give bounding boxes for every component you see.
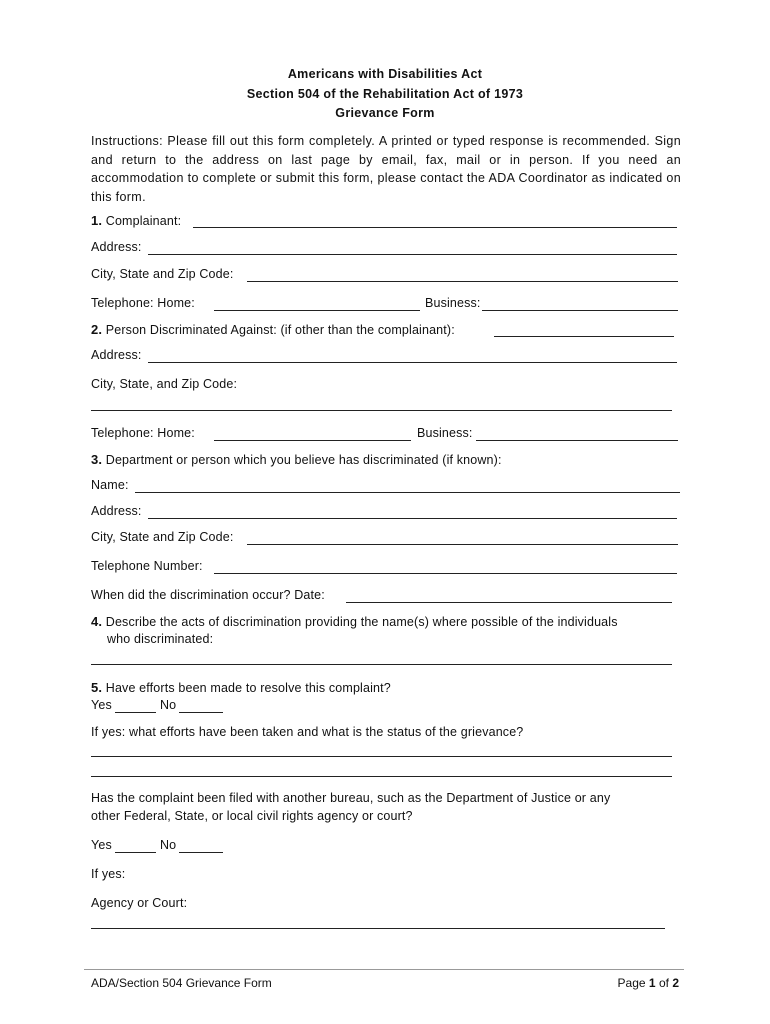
s4-description-field[interactable] [91, 664, 672, 665]
footer-current-page: 1 [648, 976, 656, 990]
oa-agency-field[interactable] [91, 928, 665, 929]
s3-address-label: Address: [91, 504, 142, 518]
oa-agency-label: Agency or Court: [91, 896, 188, 910]
section3-heading [91, 452, 502, 468]
other-agency-question-line1: Has the complaint been filed with another bureau, such as the Department of Justice or any [91, 791, 611, 805]
s5-efforts-field-2[interactable] [91, 776, 672, 777]
footer-page-number [618, 976, 679, 990]
section2-heading [91, 322, 455, 338]
s3-when-label: When did the discrimination occur? Date: [91, 588, 325, 602]
s5-if-yes-label: If yes: what efforts have been taken and what is the status of the grievance? [91, 725, 524, 739]
other-agency-question-line2: other Federal, State, or local civil rights agency or court? [91, 809, 413, 823]
s2-address-field[interactable] [148, 362, 677, 363]
s5-efforts-field-1[interactable] [91, 756, 672, 757]
form-title-line2: Section 504 of the Rehabilitation Act of 1973 [246, 87, 524, 101]
s1-phone-home-label: Telephone: Home: [91, 296, 195, 310]
s3-name-label: Name: [91, 478, 129, 492]
s3-city-field[interactable] [247, 544, 678, 545]
oa-yes-label: Yes [91, 838, 112, 852]
s5-no-field[interactable] [179, 712, 223, 713]
section3-heading-text: Department or person which you believe has discriminated (if known): [105, 453, 502, 467]
footer-form-name: ADA/Section 504 Grievance Form [91, 976, 272, 990]
complainant-field[interactable] [193, 227, 677, 228]
s5-yes-label: Yes [91, 698, 112, 712]
footer-page-word: Page [617, 976, 646, 990]
s5-yes-field[interactable] [115, 712, 156, 713]
s2-phone-home-label: Telephone: Home: [91, 426, 195, 440]
s2-city-label: City, State, and Zip Code: [91, 377, 238, 391]
oa-no-label: No [160, 838, 177, 852]
person-discriminated-field[interactable] [494, 336, 674, 337]
section1-number: 1. [91, 213, 103, 228]
s3-phone-label: Telephone Number: [91, 559, 203, 573]
footer-divider [84, 969, 684, 970]
s3-name-field[interactable] [135, 492, 680, 493]
s5-no-label: No [160, 698, 177, 712]
section3-number: 3. [91, 452, 103, 467]
s1-city-field[interactable] [247, 281, 678, 282]
s2-city-field[interactable] [91, 410, 672, 411]
section4-heading-line1: Describe the acts of discrimination providing the name(s) where possible of the individuals [105, 615, 618, 629]
section1-heading [91, 213, 181, 229]
oa-no-field[interactable] [179, 852, 223, 853]
s3-city-label: City, State and Zip Code: [91, 530, 234, 544]
oa-yes-field[interactable] [115, 852, 156, 853]
section2-number: 2. [91, 322, 103, 337]
s1-city-label: City, State and Zip Code: [91, 267, 234, 281]
section5-number: 5. [91, 680, 103, 695]
s2-phone-home-field[interactable] [214, 440, 411, 441]
section2-heading-text: Person Discriminated Against: (if other than the complainant): [105, 323, 455, 337]
s3-address-field[interactable] [148, 518, 677, 519]
form-title-line1: Americans with Disabilities Act [287, 67, 483, 81]
section4-heading [91, 614, 618, 630]
s1-phone-home-field[interactable] [214, 310, 420, 311]
s1-address-label: Address: [91, 240, 142, 254]
s3-date-field[interactable] [346, 602, 672, 603]
complainant-label: Complainant: [105, 214, 182, 228]
s3-phone-field[interactable] [214, 573, 677, 574]
s2-business-field[interactable] [476, 440, 678, 441]
s1-business-field[interactable] [482, 310, 678, 311]
s2-business-label: Business: [417, 426, 473, 440]
footer-total-pages: 2 [672, 976, 679, 990]
instructions-paragraph: Instructions: Please fill out this form completely. A printed or typed response is recommended. Sign and return to the address on last page by email, fax, mail or in person. If you need an accommodation to complete or submit this form, please contact the ADA Coordinator as indicated on this form. [91, 134, 681, 204]
footer-of-word: of [658, 976, 669, 990]
section5-heading-text: Have efforts been made to resolve this complaint? [105, 681, 391, 695]
s1-business-label: Business: [425, 296, 481, 310]
s1-address-field[interactable] [148, 254, 677, 255]
form-title-line3: Grievance Form [335, 106, 435, 120]
oa-if-yes-label: If yes: [91, 867, 126, 881]
s2-address-label: Address: [91, 348, 142, 362]
section4-number: 4. [91, 614, 103, 629]
section5-heading [91, 680, 391, 696]
section4-heading-line2: who discriminated: [107, 632, 214, 646]
